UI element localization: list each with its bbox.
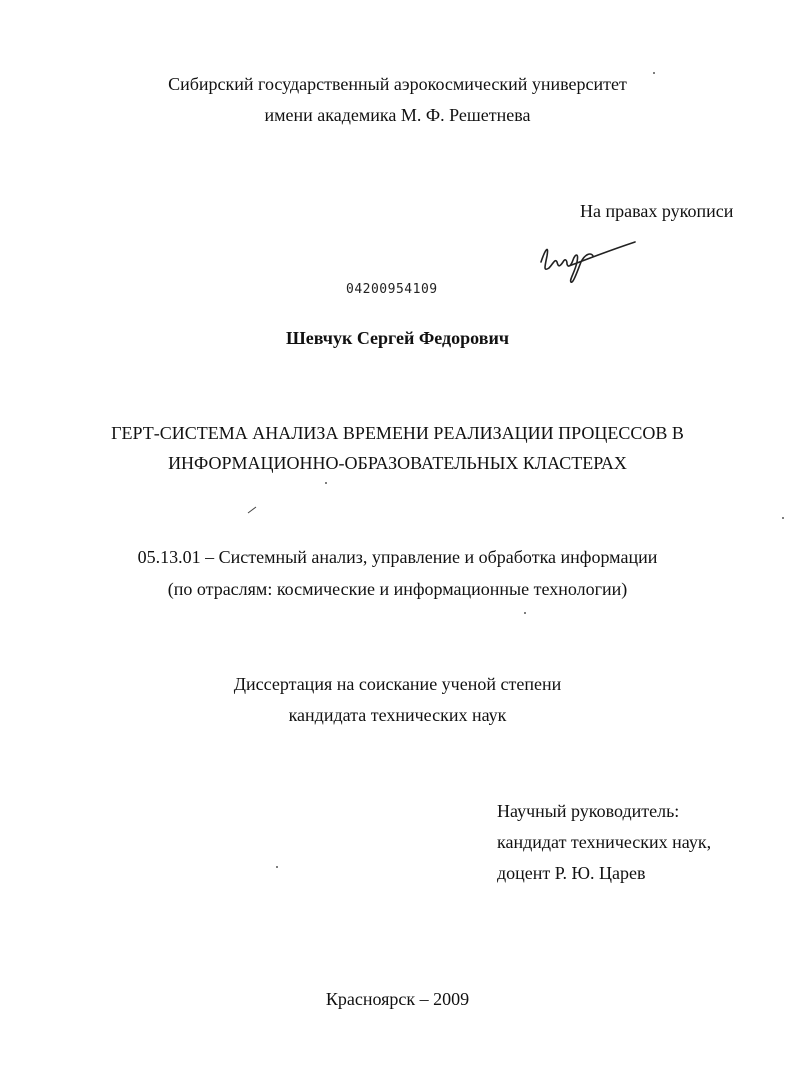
- scan-mark: [247, 506, 257, 514]
- scan-speck: [782, 517, 784, 519]
- thesis-title-line2: ИНФОРМАЦИОННО-ОБРАЗОВАТЕЛЬНЫХ КЛАСТЕРАХ: [168, 453, 627, 473]
- author-name: Шевчук Сергей Федорович: [286, 328, 509, 348]
- supervisor-degree: кандидат технических наук,: [497, 832, 712, 852]
- university-name-line2: имени академика М. Ф. Решетнева: [264, 105, 531, 125]
- supervisor-name: доцент Р. Ю. Царев: [497, 863, 646, 883]
- university-name-line1: Сибирский государственный аэрокосмический университет: [168, 74, 627, 94]
- scan-speck: [325, 482, 327, 484]
- degree-line2: кандидата технических наук: [288, 705, 507, 725]
- degree-line1: Диссертация на соискание ученой степени: [233, 674, 562, 694]
- city-year: Красноярск – 2009: [325, 989, 470, 1009]
- scan-speck: [276, 866, 278, 868]
- specialty-line2: (по отраслям: космические и информационные технологии): [167, 579, 628, 599]
- scan-speck: [524, 612, 526, 614]
- thesis-title-line1: ГЕРТ-СИСТЕМА АНАЛИЗА ВРЕМЕНИ РЕАЛИЗАЦИИ ПРОЦЕССОВ В: [111, 423, 684, 443]
- scan-speck: [653, 72, 655, 74]
- specialty-line1: 05.13.01 – Системный анализ, управление и обработка информации: [137, 547, 658, 567]
- supervisor-label: Научный руководитель:: [497, 801, 680, 821]
- serial-number: 04200954109: [346, 282, 438, 297]
- rights-note: На правах рукописи: [580, 201, 734, 221]
- signature-image: [535, 232, 645, 292]
